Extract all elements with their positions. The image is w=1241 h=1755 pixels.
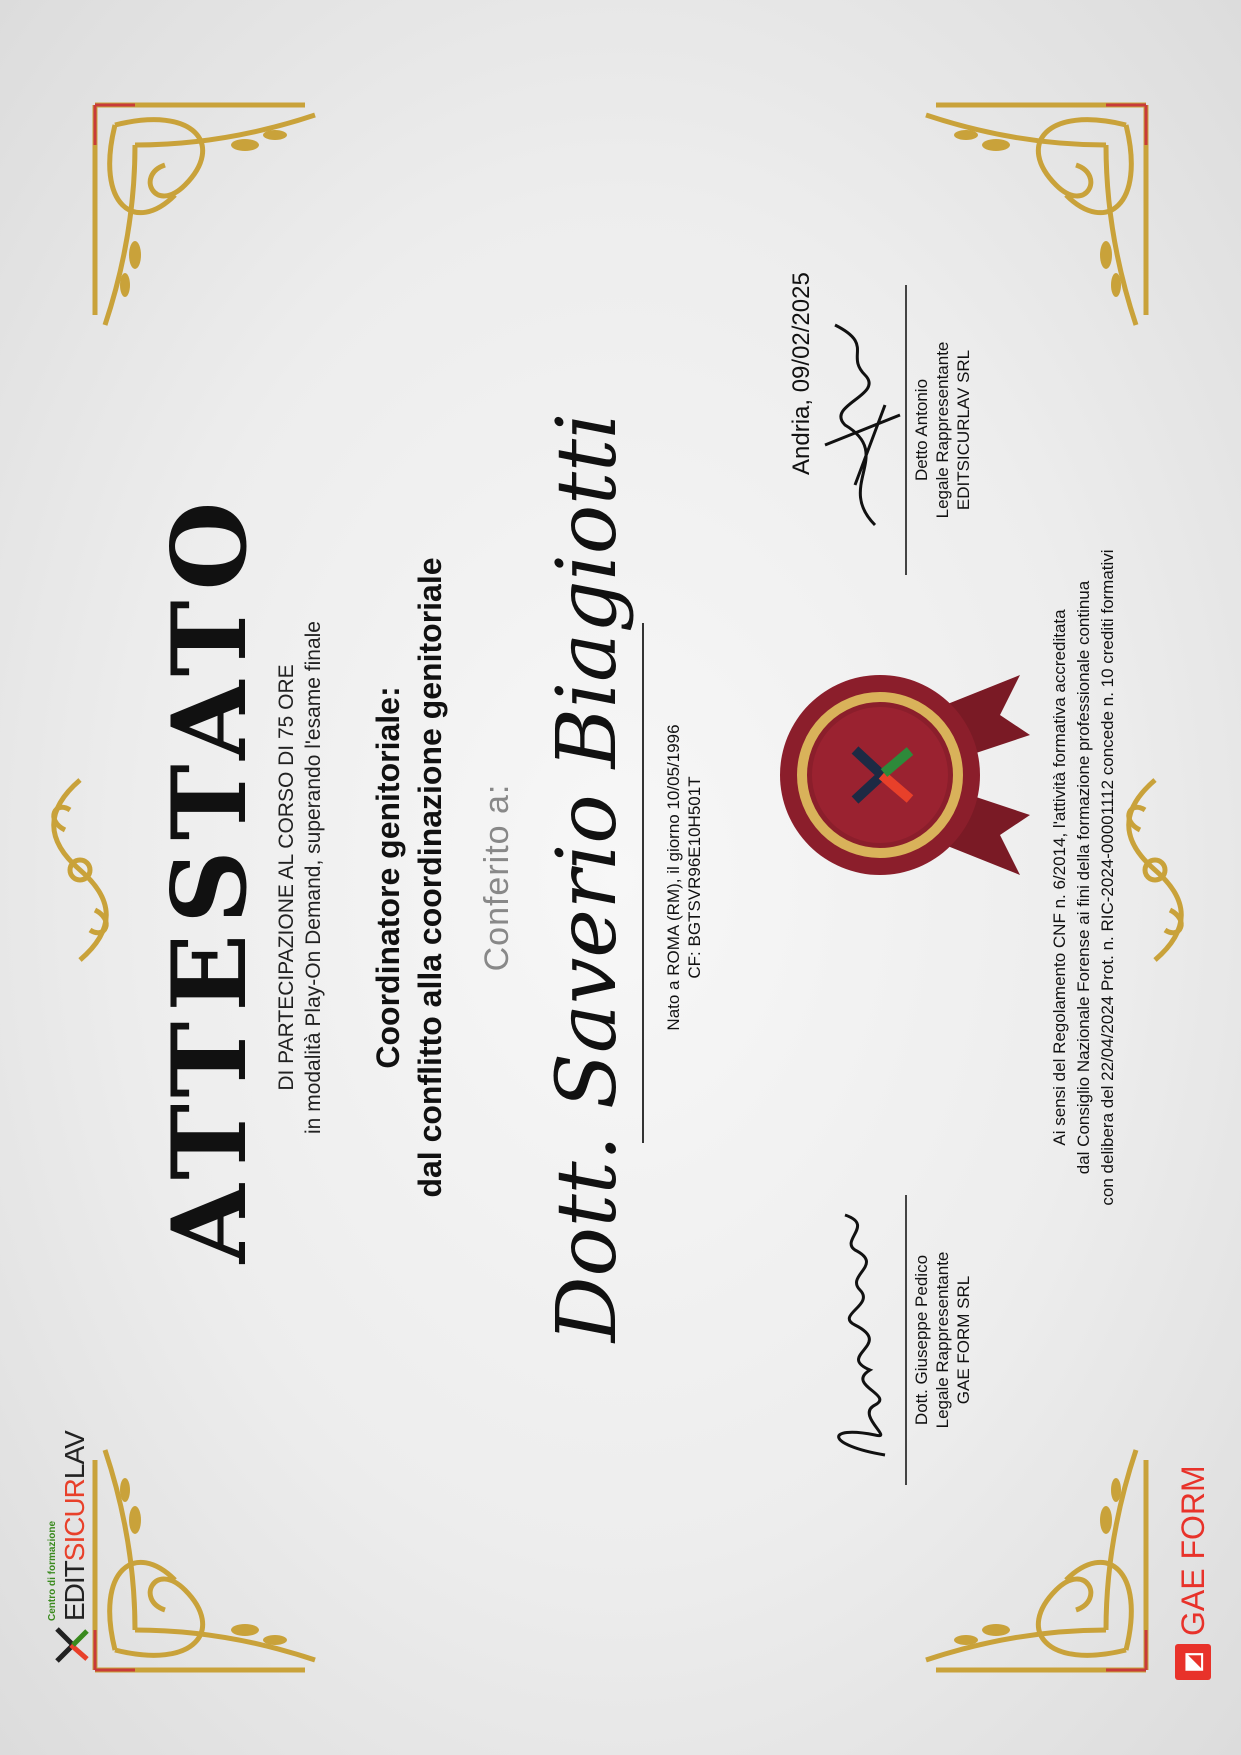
signatory-right-company: EDITSICURLAV SRL: [953, 349, 973, 511]
signatory-left-name: Dott. Giuseppe Pedico: [911, 1254, 931, 1426]
place-and-date: Andria, 09/02/2025: [788, 272, 815, 475]
mode-line: in modalità Play-On Demand, superando l'esame finale: [302, 621, 325, 1134]
signatory-right-name: Detto Antonio: [911, 378, 931, 482]
editsicurlav-wordmark-part1: EDIT: [59, 1561, 90, 1621]
signatory-left-role: Legale Rappresentante: [932, 1251, 952, 1429]
editsicurlav-wordmark-part3: LAV: [59, 1431, 90, 1480]
recipient-name: Dott. Saverio Biagiotti: [540, 412, 635, 1343]
award-seal-icon: [770, 655, 1030, 895]
signature-block-right: [905, 285, 974, 575]
gaeform-mark-icon: ◩: [1175, 1644, 1211, 1680]
editsicurlav-tagline: Centro di formazione: [47, 1520, 58, 1621]
course-title-line1: Coordinatore genitoriale:: [370, 686, 406, 1069]
signatory-left-company: GAE FORM SRL: [953, 1275, 973, 1405]
conferred-to-label: Conferito a:: [478, 783, 516, 972]
signature-line-right: [905, 285, 907, 575]
legal-text-line1: Ai sensi del Regolamento CNF n. 6/2014, l'attività formativa accreditata: [1050, 609, 1069, 1146]
signature-right: [815, 305, 905, 545]
participation-line: DI PARTECIPAZIONE AL CORSO DI 75 ORE: [275, 664, 298, 1091]
course-title-line2: dal conflitto alla coordinazione genitoriale: [412, 557, 448, 1198]
editsicurlav-mark-icon: [51, 1625, 91, 1665]
signature-left: [815, 1205, 905, 1465]
signature-line-left: [905, 1195, 907, 1485]
editsicurlav-wordmark-part2: SICUR: [59, 1479, 90, 1562]
editsicurlav-wordmark: [59, 1431, 91, 1621]
legal-text-line2: dal Consiglio Nazionale Forense ai fini della formazione professionale continua: [1074, 580, 1093, 1175]
certificate-title: ATTESTATO: [150, 491, 270, 1264]
legal-text-line3: con delibera del 22/04/2024 Prot. n. RIC-2024-00001112 concede n. 10 crediti formativi: [1098, 549, 1117, 1206]
signature-block-left: [905, 1195, 974, 1485]
signatory-right-role: Legale Rappresentante: [932, 341, 952, 519]
birth-info: Nato a ROMA (RM), il giorno 10/05/1996: [664, 724, 683, 1031]
recipient-name-underline: [642, 623, 644, 1143]
gaeform-wordmark: GAE FORM: [1175, 1465, 1211, 1636]
tax-code: CF: BGTSVR96E10H501T: [685, 776, 704, 979]
